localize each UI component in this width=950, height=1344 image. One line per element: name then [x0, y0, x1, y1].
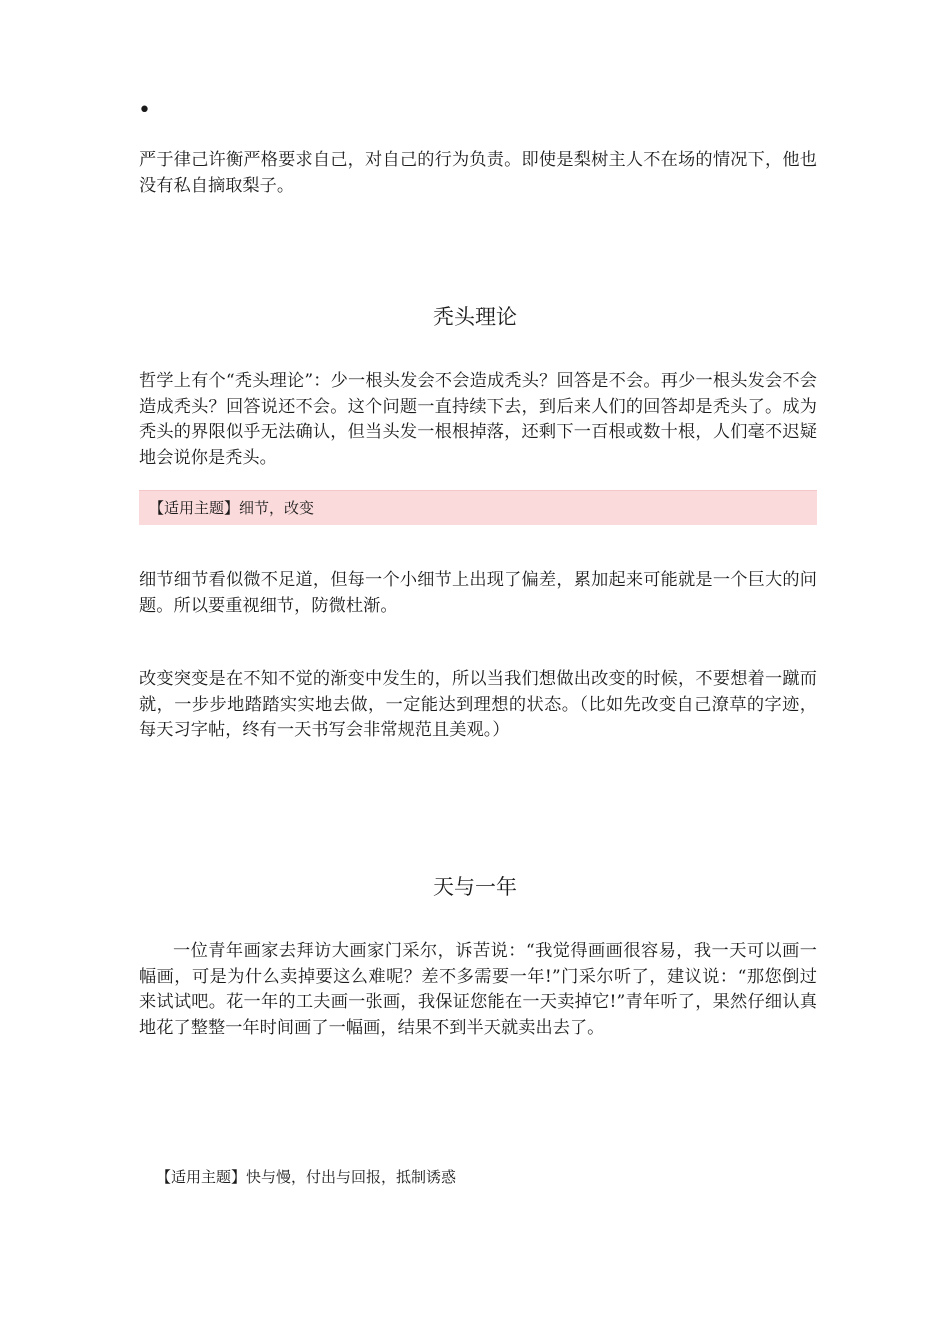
- theme-highlight-band: [139, 490, 817, 525]
- theme-label-speed-reward: 【适用主题】快与慢，付出与回报，抵制诱惑: [156, 1168, 457, 1186]
- change-paragraph: 改变突变是在不知不觉的渐变中发生的，所以当我们想做出改变的时候，不要想着一蹴而就，一步步地踏踏实实地去做，一定能达到理想的状态。（比如先改变自己潦草的字迹，每天习字帖，终有一天书写会非常规范且美观。）: [139, 669, 817, 740]
- painter-story-paragraph: 一位青年画家去拜访大画家门采尔，诉苦说：“我觉得画画很容易，我一天可以画一幅画，可是为什么卖掉要这么难呢？差不多需要一年!”门采尔听了，建议说：“那您倒过来试试吧。花一年的工夫画一张画，我保证您能在一天卖掉它!”青年听了，果然仔细认真地花了整整一年时间画了一幅画，结果不到半天就卖出去了。: [139, 941, 817, 1038]
- section-title-day-and-year: 天与一年: [433, 875, 517, 899]
- bald-theory-paragraph: 哲学上有个“秃头理论”：少一根头发会不会造成秃头？回答是不会。再少一根头发会不会造成秃头？回答说还不会。这个问题一直持续下去，到后来人们的回答却是秃头了。成为秃头的界限似乎无法确认，但当头发一根根掉落，还剩下一百根或数十根，人们毫不迟疑地会说你是秃头。: [139, 371, 817, 468]
- detail-paragraph: 细节细节看似微不足道，但每一个小细节上出现了偏差，累加起来可能就是一个巨大的问题。所以要重视细节，防微杜渐。: [139, 570, 817, 616]
- self-discipline-paragraph: 严于律己许衡严格要求自己，对自己的行为负责。即使是梨树主人不在场的情况下，他也没有私自摘取梨子。: [139, 150, 817, 196]
- theme-label-detail-change: 【适用主题】细节，改变: [149, 499, 315, 517]
- section-title-bald-theory: 秃头理论: [433, 305, 517, 329]
- bullet-point: •: [138, 98, 151, 123]
